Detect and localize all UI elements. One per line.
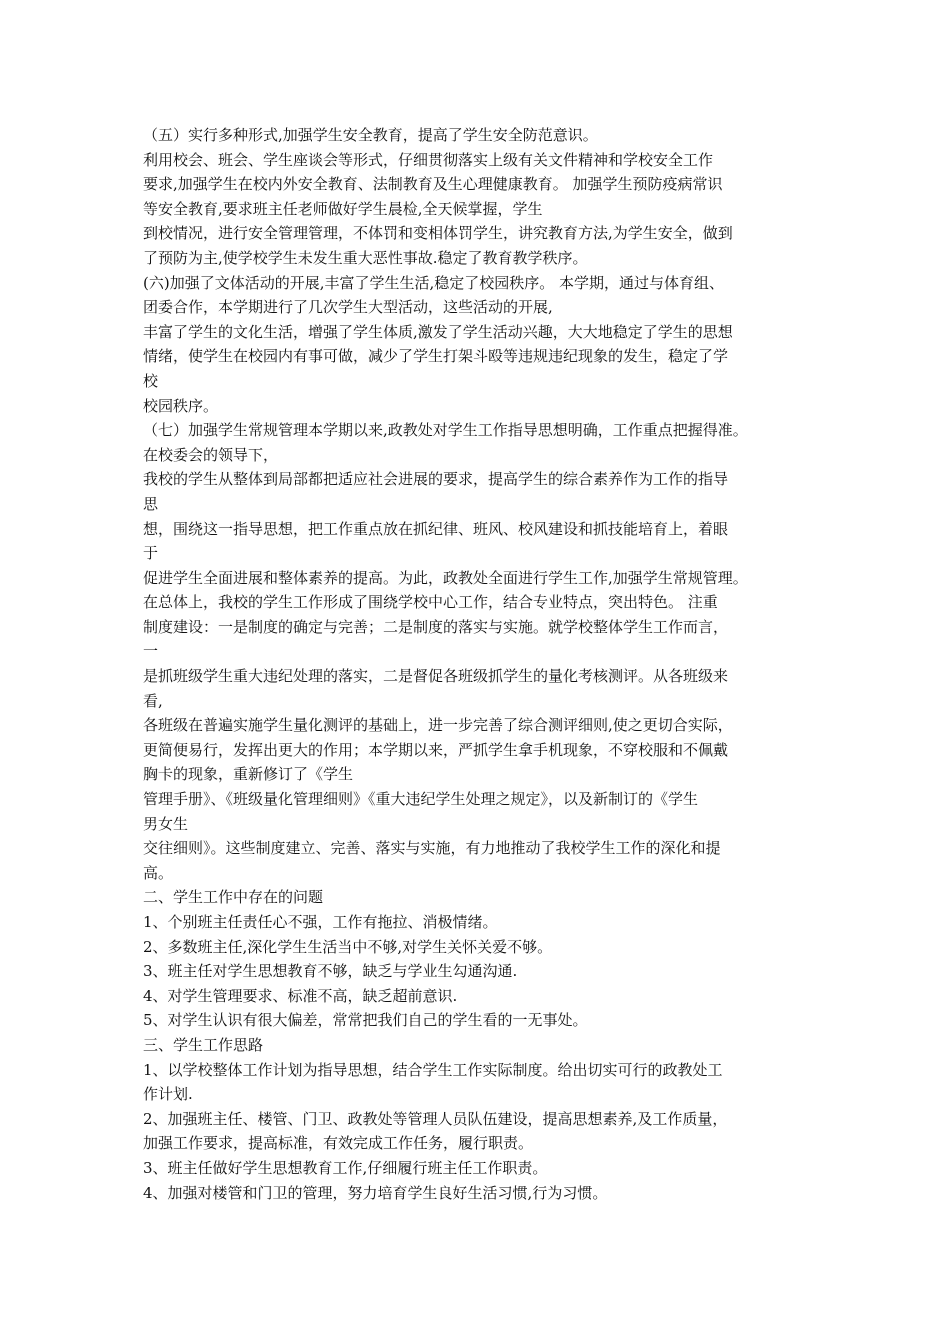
text-line: 要求,加强学生在校内外安全教育、法制教育及生心理健康教育。 加强学生预防疫病常识 [143,175,723,194]
text-line: 5、对学生认识有很大偏差，常常把我们自己的学生看的一无事处。 [143,1011,588,1030]
text-line: 1、个别班主任责任心不强，工作有拖拉、消极情绪。 [143,913,498,931]
text-line: 管理手册》、《班级量化管理细则》《重大违纪学生处理之规定》，以及新制订的《学生 [143,790,699,809]
text-line: 在校委会的领导下， [143,445,279,464]
text-line: 丰富了学生的文化生活，增强了学生体质,激发了学生活动兴趣，大大地稳定了学生的思想 [143,322,733,341]
text-line: 三、学生工作思路 [143,1035,264,1054]
text-line: 等安全教育,要求班主任老师做好学生晨检,全天候掌握，学生 [143,199,543,218]
text-line: 校 [143,371,159,390]
text-line: 到校情况，进行安全管理管理，不体罚和变相体罚学生，讲究教育方法,为学生安全，做到 [143,224,733,243]
text-line: (六)加强了文体活动的开展,丰富了学生生活,稳定了校园秩序。 本学期，通过与体育组、 [143,273,725,292]
text-line: 利用校会、班会、学生座谈会等形式，仔细贯彻落实上级有关文件精神和学校安全工作 [143,150,714,169]
text-line: 一 [143,642,159,661]
text-line: 2、加强班主任、楼管、门卫、政教处等管理人员队伍建设，提高思想素养,及工作质量， [143,1109,728,1128]
text-line: 作计划. [143,1085,193,1104]
text-line: 我校的学生从整体到局部都把适应社会进展的要求，提高学生的综合素养作为工作的指导 [143,470,729,489]
text-line: 了预防为主,使学校学生未发生重大恶性事故.稳定了教育教学秩序。 [143,248,588,267]
text-line: 更简便易行，发挥出更大的作用；本学期以来，严抓学生拿手机现象，不穿校服和不佩戴 [143,740,729,759]
document-body [143,123,833,1205]
text-line: 校园秩序。 [143,396,219,415]
text-line: 胸卡的现象，重新修订了《学生 [143,765,354,784]
text-line: 在总体上，我校的学生工作形成了围绕学校中心工作，结合专业特点，突出特色。 注重 [143,593,718,612]
text-line: 情绪，使学生在校园内有事可做，减少了学生打架斗殴等违规违纪现象的发生，稳定了学 [143,347,729,366]
text-line: 1、以学校整体工作计划为指导思想，结合学生工作实际制度。给出切实可行的政教处工 [143,1060,723,1079]
text-line: 想，围绕这一指导思想，把工作重点放在抓纪律、班风、校风建设和抓技能培育上，着眼 [143,519,729,538]
text-line: 男女生 [143,814,189,833]
text-line: 4、对学生管理要求、标准不高，缺乏超前意识. [143,986,458,1005]
text-line: 4、加强对楼管和门卫的管理，努力培育学生良好生活习惯,行为习惯。 [143,1183,608,1202]
text-line: 加强工作要求，提高标准，有效完成工作任务，履行职责。 [143,1134,534,1153]
text-line: 促进学生全面进展和整体素养的提高。为此，政教处全面进行学生工作,加强学生常规管理。 [143,568,748,587]
text-line: 看, [143,691,163,710]
text-line: 于 [143,544,159,563]
text-line: （五）实行多种形式,加强学生安全教育，提高了学生安全防范意识。 [143,126,598,144]
text-line: 二、学生工作中存在的问题 [143,888,324,907]
text-line: （七）加强学生常规管理本学期以来,政教处对学生工作指导思想明确，工作重点把握得准。 [143,421,748,440]
text-line: 3、班主任做好学生思想教育工作,仔细履行班主任工作职责。 [143,1158,548,1177]
text-line: 制度建设：一是制度的确定与完善；二是制度的落实与实施。就学校整体学生工作而言， [143,617,729,636]
text-line: 是抓班级学生重大违纪处理的落实，二是督促各班级抓学生的量化考核测评。从各班级来 [143,667,729,686]
text-line: 各班级在普遍实施学生量化测评的基础上，进一步完善了综合测评细则,使之更切合实际， [143,716,733,735]
text-line: 高。 [143,863,174,882]
text-line: 团委合作，本学期进行了几次学生大型活动，这些活动的开展, [143,298,553,317]
text-line: 2、多数班主任,深化学生生活当中不够,对学生关怀关爱不够。 [143,937,553,956]
text-line: 3、班主任对学生思想教育不够，缺乏与学业生勾通沟通. [143,962,518,981]
text-line: 交往细则》。这些制度建立、完善、落实与实施，有力地推动了我校学生工作的深化和提 [143,839,721,858]
text-line: 思 [143,494,159,513]
